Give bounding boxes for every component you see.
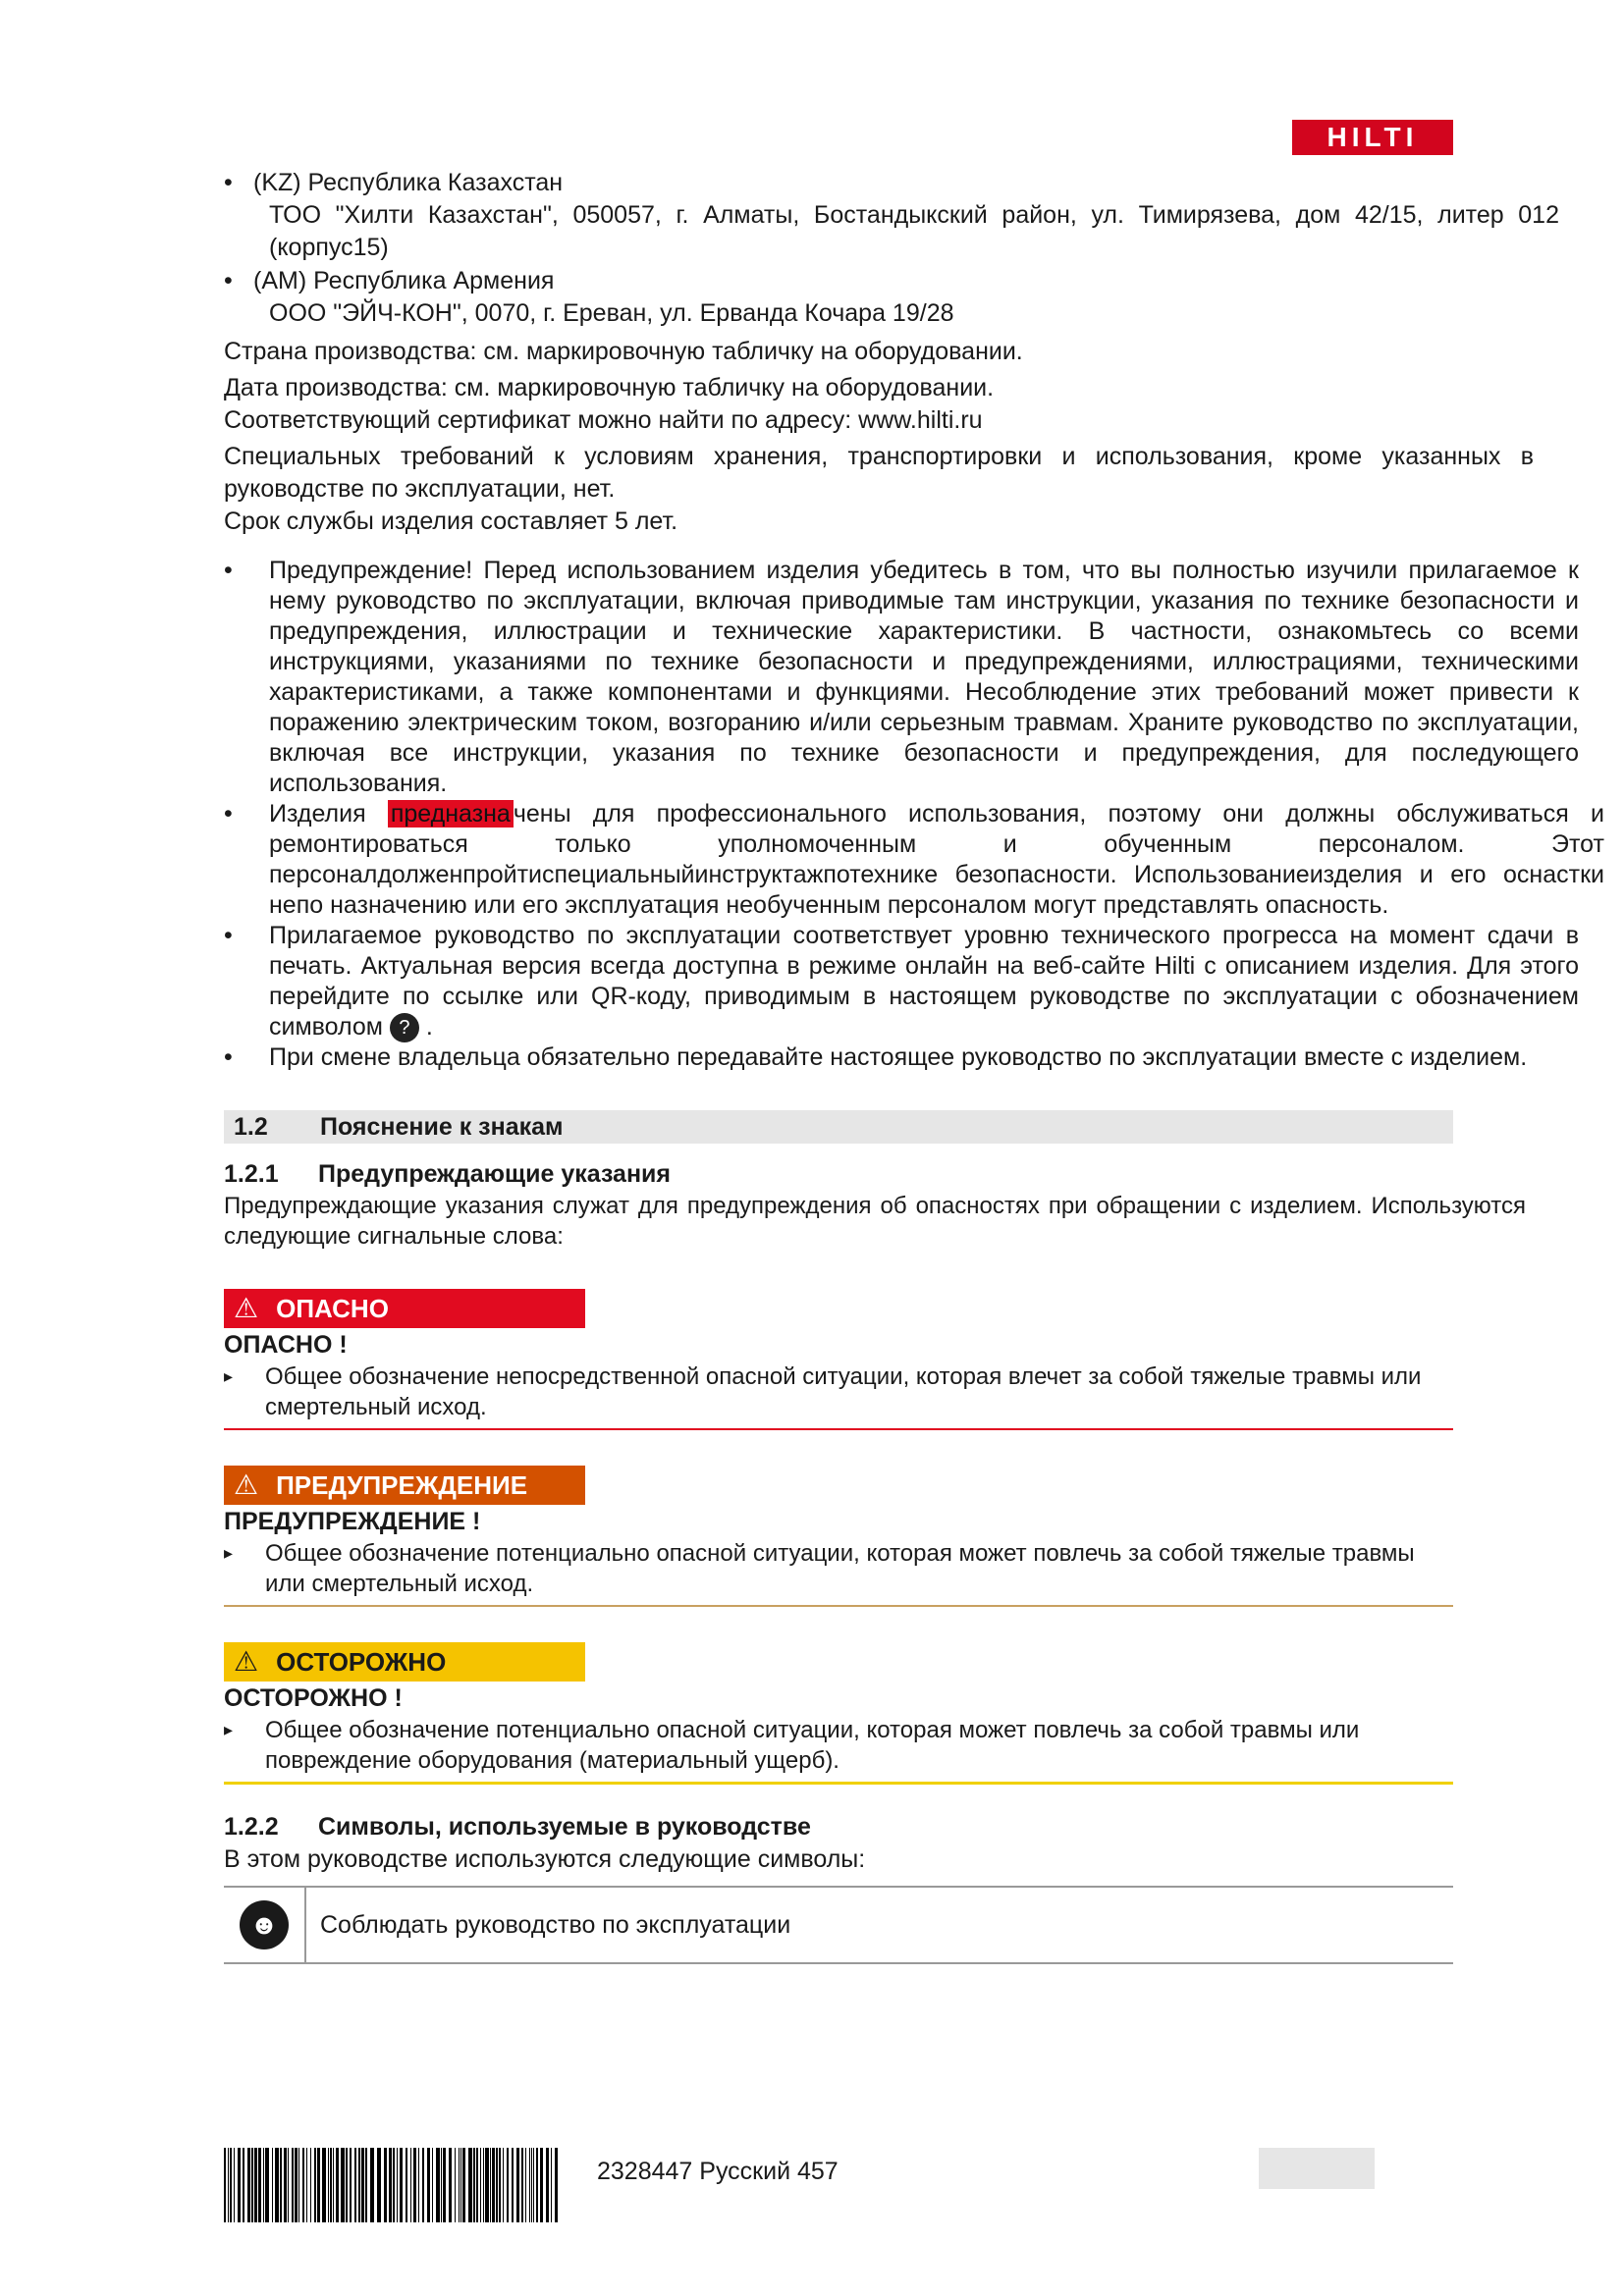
note-manual-version: • Прилагаемое руководство по эксплуатации соответствует уровню технического прогресса на момент сдачи в печать. Актуальная версия всегда доступна в режиме онлайн на веб-сайте Hilti с описанием изделия. Для этого перейдите по ссылке или QR-коду, приводимым в настоящем руководстве по эксплуатации с обозначением символом ? . — [224, 921, 1579, 1042]
section-1-2-heading: 1.2 Пояснение к знакам — [224, 1110, 1453, 1144]
logo-text: HILTI — [1326, 122, 1419, 152]
highlight-mark: предназна — [388, 800, 514, 828]
page-content — [224, 167, 1604, 1964]
certificate: Соответствующий сертификат можно найти по адресу: www.hilti.ru — [224, 406, 983, 434]
warning-triangle-icon: ⚠ — [234, 1469, 259, 1501]
footer-grey-box — [1259, 2148, 1375, 2189]
danger-rule — [224, 1428, 1453, 1430]
hilti-logo — [1292, 120, 1453, 155]
note-warning: • Предупреждение! Перед использованием изделия убедитесь в том, что вы полностью изучили прилагаемое к нему руководство по эксплуатации, включая приводимые там инструкции, указания по технике безопасности и предупреждения, иллюстрации и технические характеристики. В частности, ознакомьтесь со всеми инструкциями, указаниями по технике безопасности и предупреждениями, иллюстрациями, техническими характеристиками, а также компонентами и функциями. Несоблюдение этих требований может привести к поражению электрическим током, возгоранию и/или серьезным травмам. Храните руководство по эксплуатации, включая все инструкции, указания по технике безопасности и предупреждения, для последующего использования. — [224, 557, 1579, 797]
service-life: Срок службы изделия составляет 5 лет. — [224, 507, 678, 535]
footer-info: 2328447 Русский 457 — [597, 2158, 839, 2185]
country-of-origin: Страна производства: см. маркировочную табличку на оборудовании. — [224, 338, 1023, 365]
warning-triangle-icon: ⚠ — [234, 1293, 259, 1324]
warning-label: ⚠ ПРЕДУПРЕЖДЕНИЕ — [224, 1466, 585, 1505]
arrow-icon: ▸ — [224, 1543, 234, 1564]
warning-title: ПРЕДУПРЕЖДЕНИЕ ! — [224, 1508, 481, 1536]
danger-text: ▸ Общее обозначение непосредственной опасной ситуации, которая влечет за собой тяжелые травмы или смертельный исход. — [224, 1363, 1422, 1421]
address-am-text: ООО "ЭЙЧ-КОН", 0070, г. Ереван, ул. Ерванда Кочара 19/28 — [269, 299, 954, 327]
caution-title: ОСТОРОЖНО ! — [224, 1684, 403, 1713]
read-manual-inline-icon: ? — [390, 1013, 419, 1042]
special-requirements: Специальных требований к условиям хранения, транспортировки и использования, кроме указанных в руководстве по эксплуатации, нет. — [224, 443, 1534, 503]
barcode — [224, 2148, 560, 2222]
warning-triangle-icon: ⚠ — [234, 1646, 259, 1678]
address-am-country: • (AM) Республика Армения — [224, 267, 555, 294]
section-1-2-2-intro: В этом руководстве используются следующие символы: — [224, 1845, 866, 1874]
danger-title: ОПАСНО ! — [224, 1331, 348, 1360]
caution-label: ⚠ ОСТОРОЖНО — [224, 1642, 585, 1682]
caution-rule — [224, 1782, 1453, 1785]
section-1-2-2-heading: 1.2.2 Символы, используемые в руководстве — [224, 1813, 811, 1842]
symbols-table — [224, 1886, 1453, 1964]
warning-text: ▸ Общее обозначение потенциально опасной ситуации, которая может повлечь за собой тяжелые травмы или смертельный исход. — [224, 1540, 1415, 1598]
note-owner-change: • При смене владельца обязательно передавайте настоящее руководство по эксплуатации вместе с изделием. — [224, 1043, 1528, 1072]
note-professional-use: • Изделия предназна чены для профессионального использования, поэтому они должны обслуживаться и ремонтироваться только уполномоченным и обученным персоналом. Этот персоналдолженпройтиспециальныйинструктажпотехнике безопасности. Использованиеизделия и его оснастки непо назначению или его эксплуатация необученным персоналом могут представлять опасность. — [224, 800, 1604, 919]
production-date: Дата производства: см. маркировочную табличку на оборудовании. — [224, 374, 995, 401]
arrow-icon: ▸ — [224, 1366, 234, 1387]
symbol-cell — [224, 1888, 306, 1962]
section-1-2-1-heading: 1.2.1 Предупреждающие указания — [224, 1160, 672, 1189]
address-kz-country: • (KZ) Республика Казахстан — [224, 169, 564, 196]
symbol-description: Соблюдать руководство по эксплуатации — [320, 1910, 791, 1939]
section-1-2-1-intro: Предупреждающие указания служат для предупреждения об опасностях при обращении с изделием. Используются следующие сигнальные слова: — [224, 1193, 1526, 1251]
read-manual-icon: ☻ — [240, 1900, 289, 1949]
danger-label: ⚠ ОПАСНО — [224, 1289, 585, 1328]
page-footer — [224, 2148, 1461, 2226]
arrow-icon: ▸ — [224, 1720, 234, 1740]
warning-rule — [224, 1605, 1453, 1607]
caution-text: ▸ Общее обозначение потенциально опасной ситуации, которая может повлечь за собой травмы или повреждение оборудования (материальный ущерб). — [224, 1717, 1360, 1775]
address-kz-text: ТОО "Хилти Казахстан", 050057, г. Алматы, Бостандыкский район, ул. Тимирязева, дом 42/15, литер 012 (корпус15) — [269, 201, 1559, 261]
